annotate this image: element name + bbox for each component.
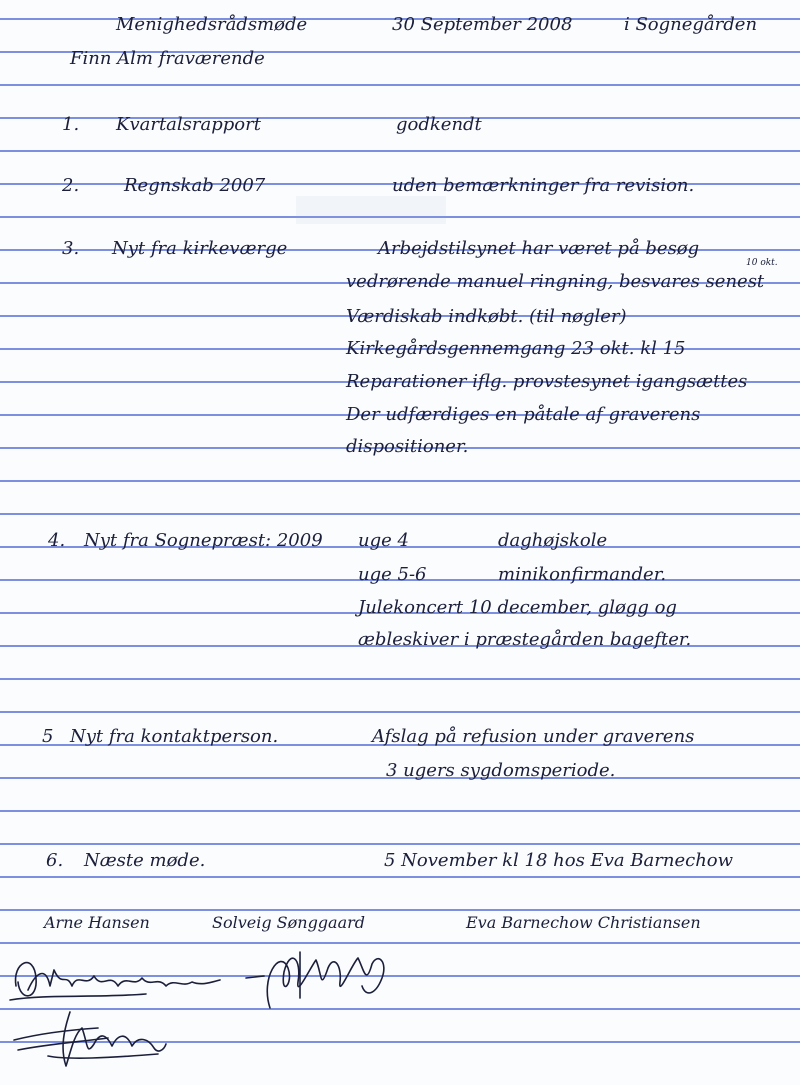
item-text: 3 ugers sygdomsperiode. bbox=[386, 760, 616, 781]
item-topic: Regnskab 2007 bbox=[124, 175, 266, 196]
item-text: daghøjskole bbox=[498, 530, 608, 551]
item-number: 6. bbox=[46, 850, 64, 871]
item-text: uge 4 bbox=[358, 530, 409, 551]
item-text: Værdiskab indkøbt. (til nøgler) bbox=[346, 306, 627, 327]
item-text: uden bemærkninger fra revision. bbox=[392, 175, 695, 196]
signature-name: Arne Hansen bbox=[44, 913, 150, 932]
meeting-date: 30 September 2008 bbox=[392, 14, 573, 35]
item-text: Reparationer iflg. provstesynet igangsættes bbox=[346, 371, 748, 392]
signature-name: Eva Barnechow Christiansen bbox=[466, 913, 701, 932]
item-text: æbleskiver i præstegården bagefter. bbox=[358, 629, 692, 650]
item-note: 10 okt. bbox=[746, 258, 778, 268]
item-number: 5 bbox=[42, 726, 54, 747]
item-text: minikonfirmander. bbox=[498, 564, 667, 585]
handwritten-signature bbox=[6, 942, 246, 1012]
handwritten-signature bbox=[240, 938, 410, 1018]
meeting-title: Menighedsrådsmøde bbox=[116, 14, 308, 35]
item-text: 5 November kl 18 hos Eva Barnechow bbox=[384, 850, 734, 871]
signature-name: Solveig Sønggaard bbox=[212, 913, 366, 932]
item-text: Julekoncert 10 december, gløgg og bbox=[358, 597, 677, 618]
item-text: Arbejdstilsynet har været på besøg bbox=[378, 238, 700, 259]
item-topic: Nyt fra kontaktperson. bbox=[70, 726, 279, 747]
absent-note: Finn Alm fraværende bbox=[70, 48, 265, 69]
item-topic: Nyt fra Sognepræst: 2009 bbox=[84, 530, 323, 551]
item-number: 3. bbox=[62, 238, 80, 259]
item-text: Afslag på refusion under graverens bbox=[372, 726, 695, 747]
item-topic: Nyt fra kirkeværge bbox=[112, 238, 288, 259]
item-text: Der udfærdiges en påtale af graverens bbox=[346, 404, 701, 425]
item-topic: Kvartalsrapport bbox=[116, 114, 261, 135]
paper-smudge bbox=[296, 196, 446, 224]
item-number: 2. bbox=[62, 175, 80, 196]
item-text: Kirkegårdsgennemgang 23 okt. kl 15 bbox=[346, 338, 686, 359]
handwritten-signature bbox=[8, 1004, 178, 1074]
item-number: 1. bbox=[62, 114, 80, 135]
item-text: godkendt bbox=[396, 114, 482, 135]
meeting-place: i Sognegården bbox=[624, 14, 758, 35]
item-text: vedrørende manuel ringning, besvares senest bbox=[346, 271, 765, 292]
item-text: uge 5-6 bbox=[358, 564, 427, 585]
item-text: dispositioner. bbox=[346, 436, 469, 457]
item-topic: Næste møde. bbox=[84, 850, 206, 871]
item-number: 4. bbox=[48, 530, 66, 551]
